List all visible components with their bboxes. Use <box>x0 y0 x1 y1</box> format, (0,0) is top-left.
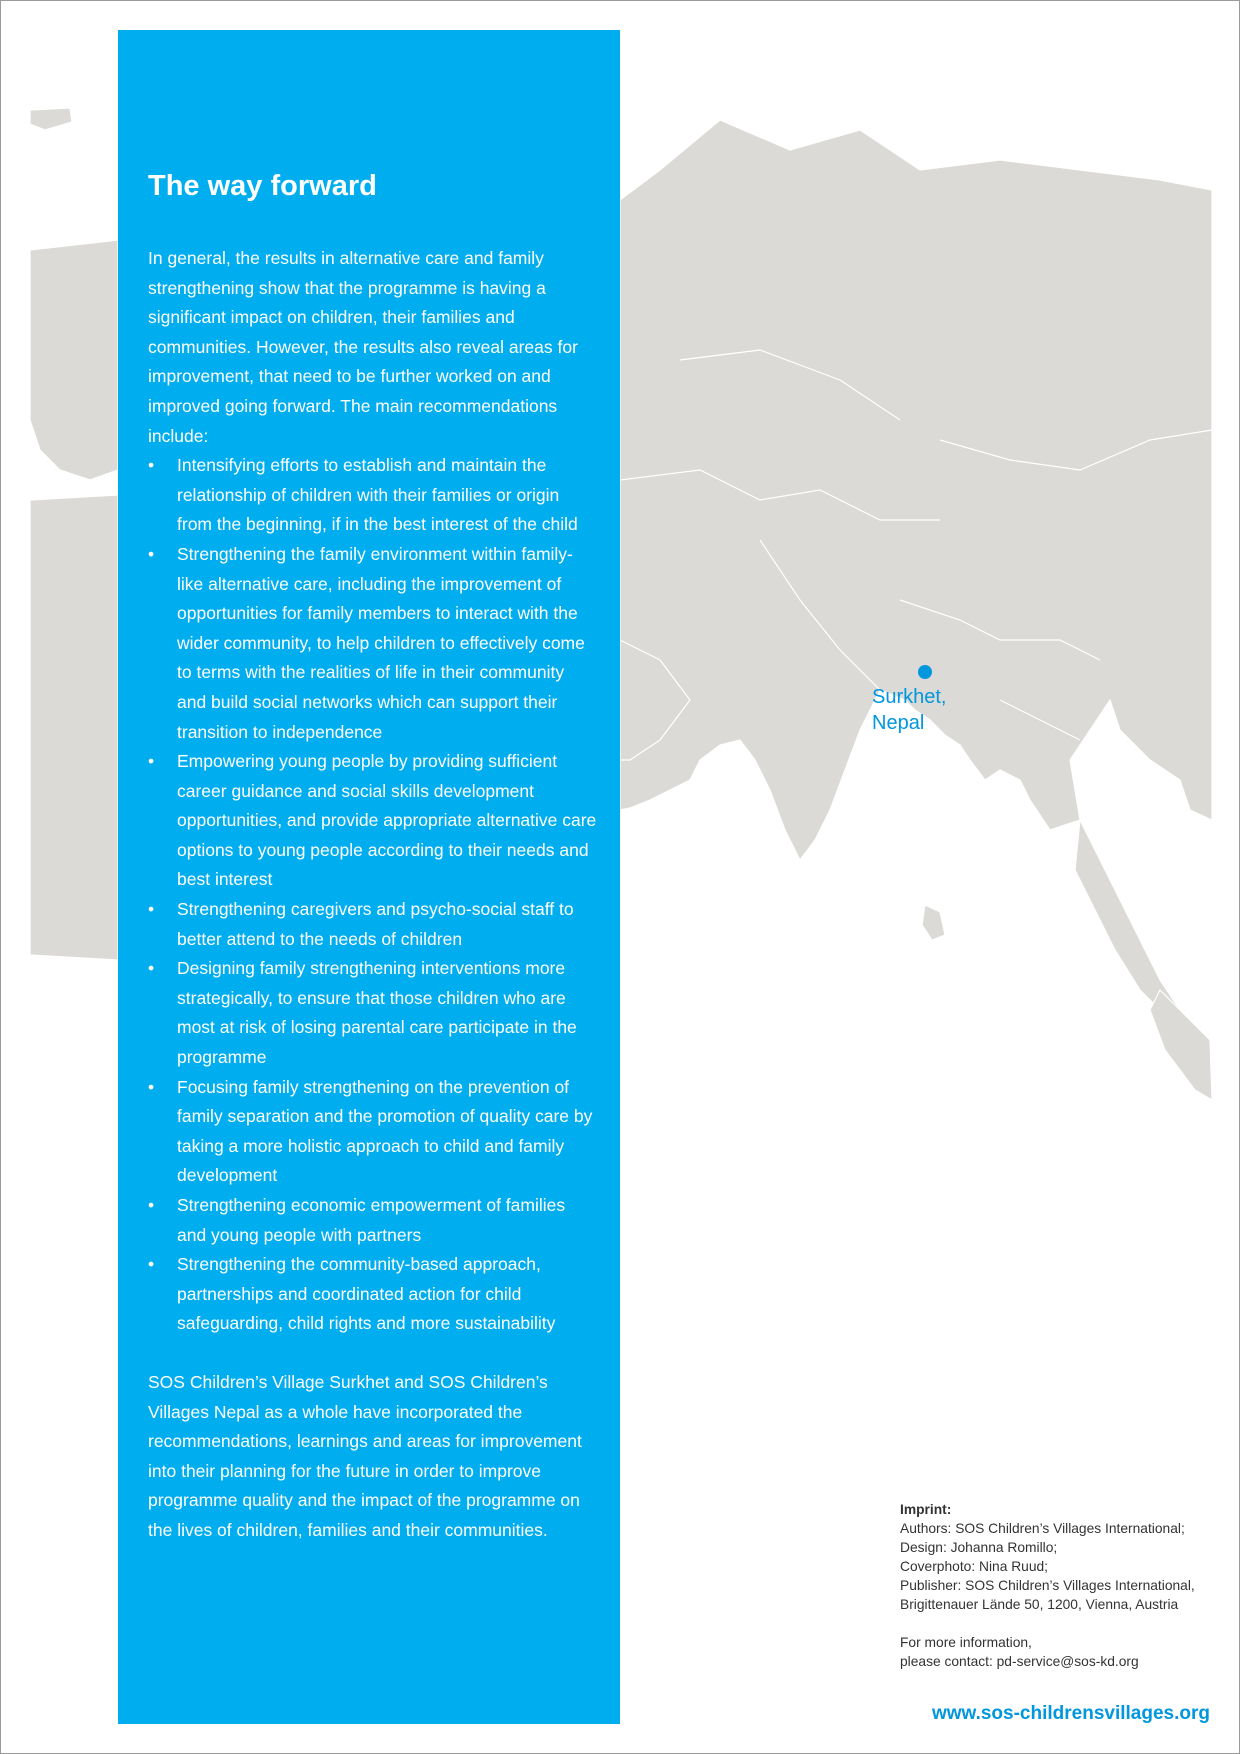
bullet-icon: • <box>148 543 155 564</box>
body-text <box>148 244 598 1546</box>
location-label: Surkhet, Nepal <box>872 686 947 734</box>
bullet-icon: • <box>148 1254 155 1275</box>
imprint-heading: Imprint: <box>900 1502 952 1517</box>
website-link[interactable]: www.sos-childrensvillages.org <box>931 1703 1210 1724</box>
imprint-block <box>900 1500 1230 1671</box>
imprint-coverphoto: Coverphoto: Nina Ruud; <box>900 1559 1049 1574</box>
recommendation-item: • Strengthening the family environment within family-like alternative care, including the improvement of opportunities for family members to interact with the wider community, to help children to effectively come to terms with the realities of life in their community and build social networks which can support their transition to independence <box>148 540 598 747</box>
recommendation-item: • Designing family strengthening interventions more strategically, to ensure that those children who are most at risk of losing parental care participate in the programme <box>148 954 598 1072</box>
recommendation-item: • Intensifying efforts to establish and maintain the relationship of children with their families or origin from the beginning, if in the best interest of the child <box>148 451 598 540</box>
bullet-icon: • <box>148 899 155 920</box>
bullet-icon: • <box>148 455 155 476</box>
recommendation-item: • Strengthening economic empowerment of families and young people with partners <box>148 1191 598 1250</box>
recommendation-item: • Strengthening caregivers and psycho-social staff to better attend to the needs of children <box>148 895 598 954</box>
intro-paragraph: In general, the results in alternative care and family strengthening show that the programme is having a significant impact on children, their families and communities. However, the results also reveal areas for improvement, that need to be further worked on and improved going forward. The main recommendations include: <box>148 248 578 446</box>
imprint-address: Brigittenauer Lände 50, 1200, Vienna, Austria <box>900 1597 1179 1612</box>
closing-paragraph: SOS Children’s Village Surkhet and SOS Children’s Villages Nepal as a whole have incorporated the recommendations, learnings and areas for improvement into their planning for the future in order to improve programme quality and the impact of the programme on the lives of children, families and their communities. <box>148 1371 582 1540</box>
imprint-authors: Authors: SOS Children’s Villages International; <box>900 1521 1185 1536</box>
bullet-icon: • <box>148 958 155 979</box>
bullet-icon: • <box>148 1195 155 1215</box>
imprint-design: Design: Johanna Romillo; <box>900 1540 1058 1555</box>
imprint-more-info: For more information, <box>900 1635 1032 1650</box>
recommendation-item: • Focusing family strengthening on the prevention of family separation and the promotion of quality care by taking a more holistic approach to child and family development <box>148 1073 598 1191</box>
recommendation-item: • Empowering young people by providing sufficient career guidance and social skills development opportunities, and provide appropriate alternative care options to young people according to their needs and best interest <box>148 747 598 895</box>
bullet-icon: • <box>148 1076 155 1097</box>
imprint-publisher: Publisher: SOS Children’s Villages International, <box>900 1578 1195 1593</box>
page-title: The way forward <box>148 170 377 202</box>
recommendations-list <box>148 451 598 1339</box>
imprint-contact: please contact: pd-service@sos-kd.org <box>900 1654 1139 1669</box>
bullet-icon: • <box>148 751 155 772</box>
location-marker-icon <box>918 665 932 679</box>
recommendation-item: • Strengthening the community-based approach, partnerships and coordinated action for child safeguarding, child rights and more sustainability <box>148 1250 598 1339</box>
